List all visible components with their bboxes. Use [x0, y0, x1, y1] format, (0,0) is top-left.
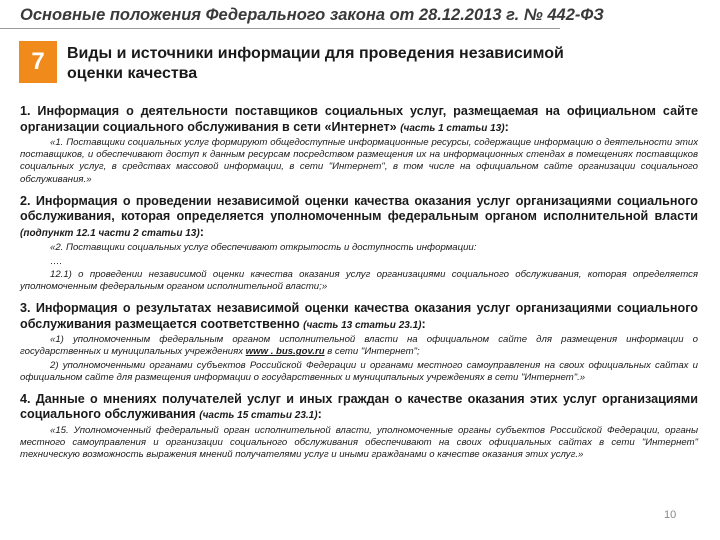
info-item-3-heading — [20, 301, 698, 333]
info-item-4 — [20, 392, 698, 462]
info-item-2-quote-intro: «2. Поставщики социальных услуг обеспечивают открытость и доступность информации: — [50, 242, 477, 254]
section-title — [67, 44, 707, 84]
info-item-2-quote-clause: 12.1) о проведении независимой оценки качества оказания услуг организациями социального обслуживания, которая определяется уполномоченным федеральным органом исполнительной власти;» — [20, 268, 698, 292]
section-title-line-2: оценки качества — [67, 65, 198, 82]
info-item-3-heading-text: 3. Информация о результатах независимой оценки качества оказания услуг организациями социального обслуживания размещается соответственно — [20, 301, 698, 331]
info-item-4-quote: «15. Уполномоченный федеральный орган исполнительной власти, уполномоченные органы субъектов Российской Федерации, органы местного самоуправления и организации социального обслуживания обеспечивают на своих официальных сайтах в сети "Интернет" техническую возможность выражения мнений получателями услуг и иными гражданами о качестве оказания этих услуг.» — [20, 424, 698, 461]
section-title-line-1: Виды и источники информации для проведения независимой — [67, 45, 564, 62]
info-item-3-colon: : — [421, 316, 426, 331]
info-item-1-quote: «1. Поставщики социальных услуг формируют общедоступные информационные ресурсы, содержащие информацию о деятельности этих поставщиков, и обеспечивают доступ к данным ресурсам посредством размещения их на информационных стендах в помещениях поставщиков социальных услуг, в средствах массовой информации, в сети "Интернет", в том числе на официальном сайте организации социального обслуживания.» — [20, 137, 698, 185]
info-item-1-heading-text: 1. Информация о деятельности поставщиков социальных услуг, размещаемая на официальном сайте организации социального обслуживания в сети «Интернет» — [20, 104, 698, 134]
info-item-2-heading-text: 2. Информация о проведении независимой оценки качества оказания услуг организациями социального обслуживания, которая определяется уполномоченным федеральным органом исполнительной власти — [20, 193, 698, 224]
info-item-2-colon: : — [199, 224, 204, 239]
info-item-4-reference: (часть 15 статьи 23.1) — [199, 410, 318, 422]
page-number: 10 — [664, 509, 677, 521]
info-item-3-quote-2: 2) уполномоченными органами субъектов Российской Федерации и органами местного самоуправления на своих официальных сайтах и официальном сайте для размещения информации о государственных и муниципальных учреждениях в сети "Интернет".» — [20, 359, 698, 383]
info-item-3-quote-1-tail: в сети "Интернет"; — [327, 346, 420, 358]
info-item-3 — [20, 301, 698, 384]
info-item-3-reference: (часть 13 статьи 23.1) — [303, 319, 422, 331]
page-title: Основные положения Федерального закона от 28.12.2013 г. № 442-ФЗ — [20, 6, 604, 24]
info-item-4-heading-text: 4. Данные о мнениях получателей услуг и иных граждан о качестве оказания этих услуг организациями социального обслуживания — [20, 391, 698, 422]
info-item-4-heading — [20, 392, 698, 424]
info-item-2-quote-ellipsis: …. — [50, 255, 63, 267]
info-item-1-reference: (часть 1 статьи 13) — [400, 122, 505, 134]
section-number-badge: 7 — [19, 41, 57, 83]
info-item-2-heading — [20, 194, 698, 242]
bus-gov-link[interactable]: www . bus.gov.ru — [245, 346, 325, 358]
content-body — [20, 104, 698, 470]
info-item-1-heading — [20, 104, 698, 136]
info-item-1 — [20, 104, 698, 186]
info-item-2-reference: (подпункт 12.1 части 2 статьи 13) — [20, 227, 200, 239]
info-item-4-colon: : — [317, 407, 322, 422]
info-item-1-colon: : — [504, 119, 509, 134]
header-divider — [0, 28, 560, 29]
info-item-2 — [20, 194, 698, 293]
info-item-3-quote-1-text: «1) уполномоченным федеральным органом исполнительной власти на официальном сайте для размещения информации о государственных и муниципальных учреждениях — [20, 334, 698, 358]
info-item-3-quote-1 — [20, 334, 698, 358]
